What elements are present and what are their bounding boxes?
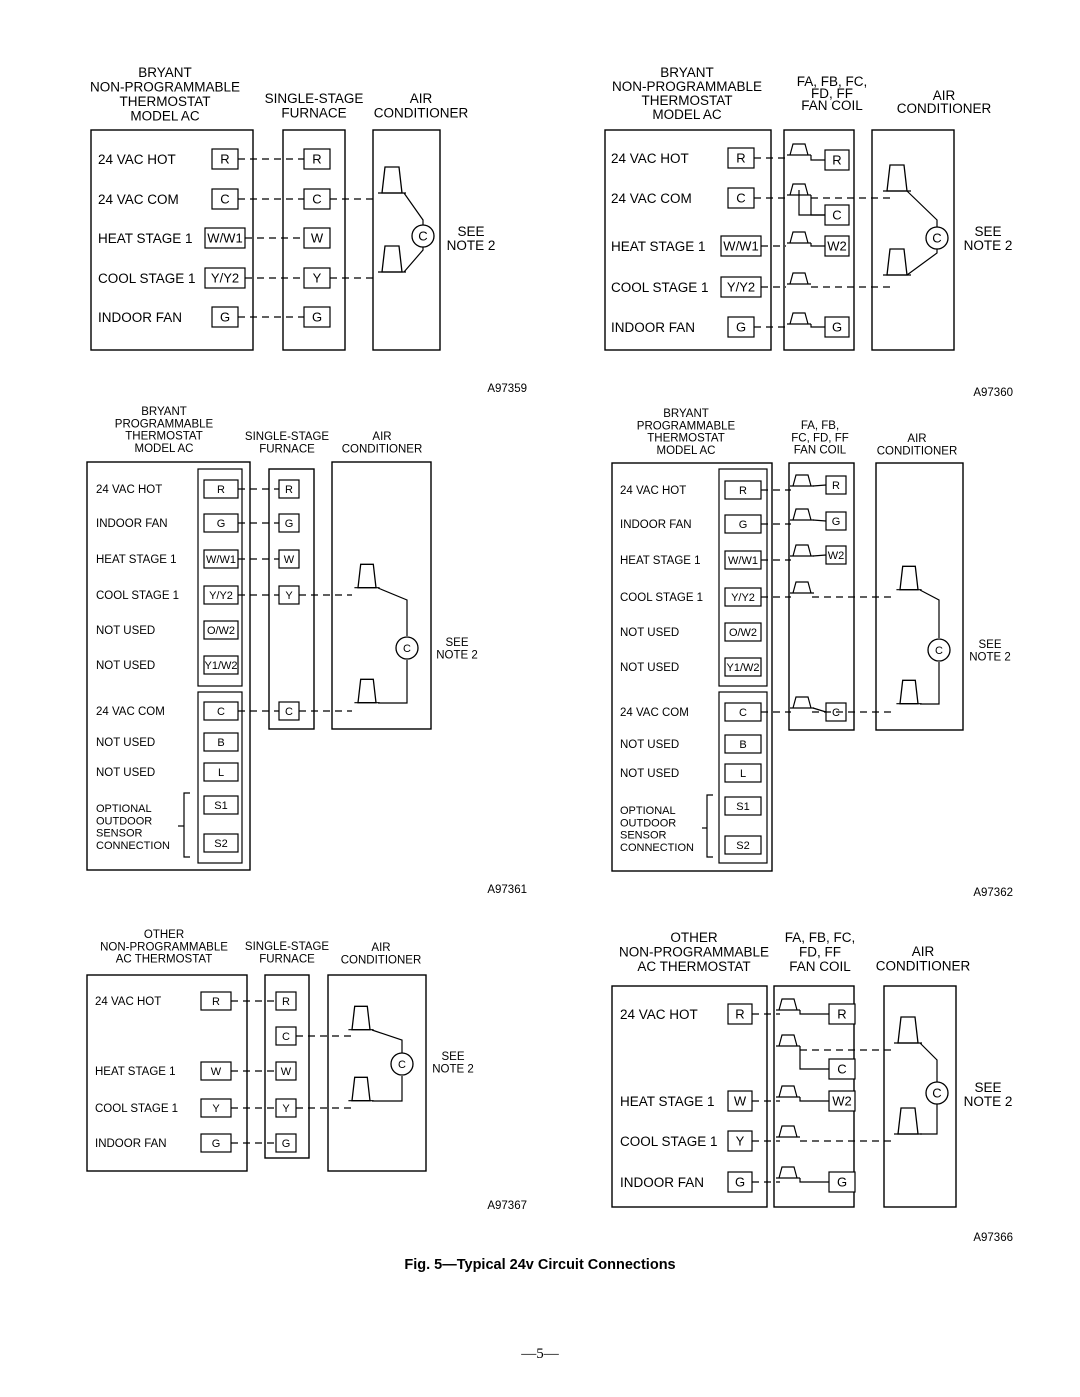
contactor-icon <box>887 249 907 275</box>
terminal-label: NOT USED <box>96 625 156 637</box>
coil-label: C <box>932 1085 942 1101</box>
fan-coil-terminal-label: R <box>837 1006 847 1022</box>
thermostat-header: BRYANT <box>141 406 187 418</box>
furnace-terminal-label: Y <box>282 1102 290 1115</box>
thermostat-terminal-label: R <box>220 151 230 167</box>
note-ref: SEE <box>457 224 485 239</box>
furnace-terminal-label: C <box>282 1030 290 1043</box>
terminal-label: NOT USED <box>620 662 680 674</box>
thermostat-terminal-label: S1 <box>214 799 228 812</box>
coil-label: C <box>403 642 411 655</box>
terminal-label: 24 VAC HOT <box>98 152 176 167</box>
thermostat-header: AC THERMOSTAT <box>115 953 213 966</box>
contactor-icon <box>358 564 376 587</box>
coil-label: C <box>935 644 943 657</box>
sensor-label: OPTIONAL <box>96 803 152 815</box>
terminal-label: NOT USED <box>620 768 680 780</box>
thermostat-terminal-label: L <box>739 767 747 780</box>
fan-coil-header: FA, FB, <box>800 420 840 432</box>
contactor-icon <box>898 1017 918 1043</box>
thermostat-header: MODEL AC <box>130 108 200 124</box>
thermostat-header: OTHER <box>670 930 718 945</box>
thermostat-terminal-label: G <box>738 518 748 531</box>
thermostat-terminal-label: G <box>735 319 747 335</box>
note-ref: NOTE 2 <box>432 1063 474 1076</box>
ac-header: AIR <box>371 942 391 954</box>
furnace-terminal-label: R <box>282 995 290 1008</box>
terminal-label: INDOOR FAN <box>620 1175 705 1190</box>
sensor-label: OUTDOOR <box>620 817 677 830</box>
diagram-a97359 <box>90 65 527 395</box>
note-ref: NOTE 2 <box>436 649 478 662</box>
thermostat-terminal-label: C <box>217 705 225 718</box>
thermostat-terminal-label: R <box>217 483 225 496</box>
fan-coil-terminal-label: W2 <box>827 549 845 562</box>
thermostat-terminal-label: Y/Y2 <box>731 591 755 604</box>
furnace-terminal-label: W <box>310 230 324 246</box>
furnace-header: FURNACE <box>259 443 315 456</box>
ac-header: AIR <box>907 433 927 445</box>
thermostat-terminal-label: Y <box>735 1133 745 1149</box>
sensor-label: OPTIONAL <box>620 805 676 817</box>
terminal-label: INDOOR FAN <box>96 518 168 530</box>
fan-coil-header: FA, FB, FC, <box>784 930 856 945</box>
terminal-label: NOT USED <box>620 627 680 639</box>
ac-header: CONDITIONER <box>875 958 971 974</box>
thermostat-terminal-label: R <box>739 484 747 497</box>
furnace-header: FURNACE <box>281 105 347 121</box>
diagram-a97362 <box>612 408 1013 899</box>
thermostat-terminal-label: Y1/W2 <box>726 661 760 674</box>
fan-coil-header: FA, FB, FC, <box>796 74 868 89</box>
furnace-header: SINGLE-STAGE <box>244 941 330 953</box>
furnace-header: SINGLE-STAGE <box>244 431 330 443</box>
thermostat-header: PROGRAMMABLE <box>114 418 214 431</box>
thermostat-terminal-label: O/W2 <box>206 624 236 637</box>
sensor-label: SENSOR <box>620 829 667 842</box>
terminal-label: 24 VAC COM <box>620 707 689 719</box>
fan-coil-terminal-label: C <box>832 207 842 223</box>
thermostat-terminal-label: R <box>736 150 746 166</box>
terminal-label: INDOOR FAN <box>620 519 692 531</box>
terminal-label: 24 VAC HOT <box>620 485 687 497</box>
thermostat-terminal-label: W/W1 <box>723 238 759 254</box>
thermostat-terminal-label: Y/Y2 <box>210 270 240 286</box>
thermostat-terminal-label: R <box>212 995 220 1008</box>
thermostat-terminal-label: S2 <box>214 837 228 850</box>
terminal-label: 24 VAC COM <box>611 191 692 206</box>
ac-header: AIR <box>932 88 956 103</box>
furnace-terminal-label: R <box>312 151 322 167</box>
terminal-label: COOL STAGE 1 <box>620 1134 718 1149</box>
thermostat-terminal-label: Y/Y2 <box>726 279 756 295</box>
fan-coil-header: FC, FD, FF <box>791 432 849 445</box>
terminal-label: HEAT STAGE 1 <box>95 1066 176 1078</box>
terminal-label: 24 VAC COM <box>98 192 179 207</box>
coil-label: C <box>418 228 428 244</box>
terminal-label: INDOOR FAN <box>98 310 183 325</box>
contactor-icon <box>352 1006 370 1029</box>
diagram-code: A97362 <box>973 887 1013 899</box>
sensor-label: OUTDOOR <box>96 815 153 828</box>
ac-header: AIR <box>409 91 433 106</box>
terminal-label: NOT USED <box>96 660 156 672</box>
contactor-icon <box>900 680 918 703</box>
terminal-label: INDOOR FAN <box>611 320 696 335</box>
fan-coil-terminal-label: C <box>832 706 840 719</box>
thermostat-header: NON-PROGRAMMABLE <box>618 944 770 960</box>
thermostat-terminal-label: C <box>736 190 746 206</box>
thermostat-terminal-label: S1 <box>736 800 750 813</box>
terminal-label: COOL STAGE 1 <box>95 1103 179 1115</box>
terminal-label: COOL STAGE 1 <box>96 590 180 602</box>
note-ref: NOTE 2 <box>963 1094 1013 1109</box>
ac-header: AIR <box>372 431 392 443</box>
ac-header: CONDITIONER <box>341 443 423 456</box>
thermostat-header: MODEL AC <box>134 442 194 455</box>
terminal-label: 24 VAC HOT <box>620 1007 698 1022</box>
note-ref: SEE <box>441 1051 465 1063</box>
thermostat-header: MODEL AC <box>656 444 716 457</box>
contactor-icon <box>887 165 907 191</box>
furnace-terminal-label: W <box>283 553 295 566</box>
sensor-label: SENSOR <box>96 827 143 840</box>
contactor-icon <box>358 679 376 702</box>
contactor-icon <box>898 1108 918 1134</box>
fan-coil-terminal-label: G <box>836 1174 848 1190</box>
furnace-terminal-label: Y <box>312 270 322 286</box>
thermostat-header: BRYANT <box>660 65 714 80</box>
fan-coil-terminal-label: G <box>831 319 843 335</box>
fan-coil-header: FAN COIL <box>801 98 863 113</box>
diagram-code: A97367 <box>487 1200 527 1212</box>
terminal-label: HEAT STAGE 1 <box>98 231 193 246</box>
terminal-label: HEAT STAGE 1 <box>611 239 706 254</box>
terminal-label: 24 VAC HOT <box>96 484 163 496</box>
terminal-label: INDOOR FAN <box>95 1138 167 1150</box>
coil-label: C <box>932 230 942 246</box>
thermostat-header: THERMOSTAT <box>647 432 725 445</box>
thermostat-header: NON-PROGRAMMABLE <box>89 79 241 95</box>
thermostat-header: AC THERMOSTAT <box>637 959 751 974</box>
terminal-strip-upper <box>198 469 242 686</box>
furnace-header: SINGLE-STAGE <box>264 91 364 106</box>
fan-coil-terminal-label: C <box>837 1061 847 1077</box>
furnace-terminal-label: R <box>285 483 293 496</box>
terminal-strip-upper <box>719 469 767 686</box>
furnace-terminal-label: C <box>285 705 293 718</box>
fan-coil-terminal-label: W2 <box>832 1093 852 1109</box>
thermostat-terminal-label: S2 <box>736 839 750 852</box>
fan-coil-header: FAN COIL <box>789 959 851 974</box>
note-ref: NOTE 2 <box>969 651 1011 664</box>
thermostat-terminal-label: W/W1 <box>728 554 758 567</box>
terminal-label: 24 VAC HOT <box>95 996 162 1008</box>
thermostat-terminal-label: L <box>217 766 225 779</box>
thermostat-terminal-label: W/W1 <box>206 553 236 566</box>
note-ref: NOTE 2 <box>446 238 496 253</box>
terminal-label: HEAT STAGE 1 <box>96 554 177 566</box>
thermostat-terminal-label: R <box>735 1006 745 1022</box>
terminal-label: COOL STAGE 1 <box>98 271 196 286</box>
thermostat-terminal-label: G <box>211 1137 221 1150</box>
thermostat-terminal-label: G <box>216 517 226 530</box>
terminal-label: NOT USED <box>620 739 680 751</box>
fan-coil-terminal-label: G <box>831 515 841 528</box>
coil-label: C <box>398 1058 406 1071</box>
figure-caption: Fig. 5—Typical 24v Circuit Connections <box>404 1257 676 1273</box>
terminal-label: 24 VAC COM <box>96 706 165 718</box>
ac-header: AIR <box>911 944 935 959</box>
thermostat-terminal-label: C <box>739 706 747 719</box>
diagram-a97360 <box>605 65 1013 399</box>
ac-header: CONDITIONER <box>340 954 422 967</box>
furnace-terminal-label: G <box>281 1137 291 1150</box>
thermostat-header: BRYANT <box>138 65 192 80</box>
fan-coil-header: FD, FF <box>811 86 853 101</box>
thermostat-terminal-label: G <box>219 309 231 325</box>
furnace-terminal-label: Y <box>285 589 293 602</box>
fan-coil-terminal-label: W2 <box>827 238 847 254</box>
terminal-label: NOT USED <box>96 737 156 749</box>
thermostat-terminal-label: Y/Y2 <box>209 589 233 602</box>
thermostat-terminal-label: G <box>734 1174 746 1190</box>
note-ref: NOTE 2 <box>963 238 1013 253</box>
thermostat-terminal-label: O/W2 <box>728 626 758 639</box>
diagram-a97367 <box>87 929 527 1212</box>
terminal-label: NOT USED <box>96 767 156 779</box>
note-ref: SEE <box>978 639 1002 651</box>
furnace-terminal-label: C <box>312 191 322 207</box>
terminal-label: HEAT STAGE 1 <box>620 1094 715 1109</box>
ac-panel <box>332 462 431 729</box>
diagram-code: A97360 <box>973 387 1013 399</box>
thermostat-header: OTHER <box>143 929 185 941</box>
fan-coil-header: FD, FF <box>799 944 841 960</box>
thermostat-header: PROGRAMMABLE <box>636 420 736 433</box>
thermostat-terminal-label: W/W1 <box>207 230 243 246</box>
ac-header: CONDITIONER <box>896 101 992 116</box>
thermostat-terminal-label: W <box>733 1093 747 1109</box>
thermostat-terminal-label: C <box>220 191 230 207</box>
diagram-code: A97359 <box>487 383 527 395</box>
sensor-label: CONNECTION <box>96 839 170 852</box>
fan-coil-terminal-label: R <box>832 479 840 492</box>
note-ref: SEE <box>445 637 469 649</box>
note-ref: SEE <box>974 1080 1002 1095</box>
terminal-label: 24 VAC HOT <box>611 151 689 166</box>
contactor-icon <box>382 167 402 193</box>
furnace-terminal-label: G <box>284 517 294 530</box>
thermostat-terminal-label: B <box>217 736 225 749</box>
thermostat-header: NON-PROGRAMMABLE <box>100 941 228 954</box>
fan-coil-terminal-label: R <box>832 152 842 168</box>
diagram-code: A97366 <box>973 1232 1013 1244</box>
sensor-label: CONNECTION <box>620 841 694 854</box>
contactor-icon <box>352 1077 370 1100</box>
thermostat-terminal-label: Y <box>212 1102 220 1115</box>
diagram-a97361 <box>87 406 527 896</box>
furnace-terminal-label: G <box>311 309 323 325</box>
contactor-icon <box>382 246 402 272</box>
thermostat-header: THERMOSTAT <box>641 93 733 108</box>
thermostat-header: THERMOSTAT <box>119 94 211 109</box>
furnace-terminal-label: W <box>280 1065 292 1078</box>
thermostat-terminal-label: W <box>210 1065 222 1078</box>
furnace-header: FURNACE <box>259 953 315 966</box>
thermostat-header: BRYANT <box>663 408 709 420</box>
terminal-label: COOL STAGE 1 <box>611 280 709 295</box>
page-number: —5— <box>521 1346 559 1362</box>
thermostat-header: NON-PROGRAMMABLE <box>611 79 763 94</box>
fan-coil-header: FAN COIL <box>793 444 847 457</box>
fan-coil-panel <box>789 463 854 730</box>
ac-header: CONDITIONER <box>876 445 958 458</box>
thermostat-header: MODEL AC <box>652 107 722 122</box>
ac-panel <box>328 975 426 1171</box>
thermostat-header: THERMOSTAT <box>125 430 203 443</box>
note-ref: SEE <box>974 224 1002 239</box>
terminal-label: COOL STAGE 1 <box>620 592 704 604</box>
diagram-code: A97361 <box>487 884 527 896</box>
terminal-label: HEAT STAGE 1 <box>620 555 701 567</box>
thermostat-terminal-label: Y1/W2 <box>204 659 238 672</box>
thermostat-terminal-label: B <box>739 738 747 751</box>
ac-header: CONDITIONER <box>373 105 469 121</box>
contactor-icon <box>900 566 918 589</box>
diagram-a97366 <box>612 930 1013 1244</box>
